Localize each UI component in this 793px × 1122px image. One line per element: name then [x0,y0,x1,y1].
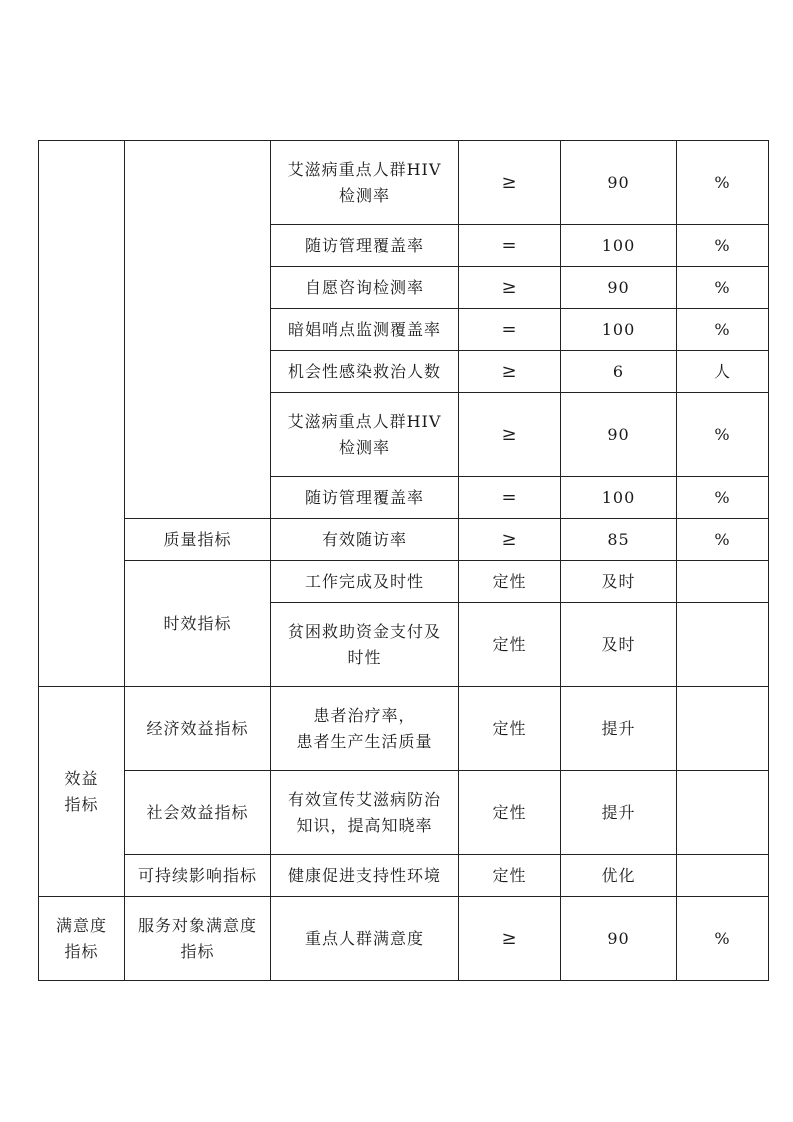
indicator-name: 艾滋病重点人群HIV 检测率 [271,393,459,477]
level2-indicator-cell: 社会效益指标 [125,771,271,855]
level1-indicator-cell: 效益 指标 [39,687,125,897]
target-value: 100 [561,225,677,267]
indicator-name: 重点人群满意度 [271,897,459,981]
operator: = [459,477,561,519]
table-row [39,561,769,603]
target-value: 及时 [561,561,677,603]
indicator-name: 有效随访率 [271,519,459,561]
operator: 定性 [459,855,561,897]
indicator-name: 机会性感染救治人数 [271,351,459,393]
unit: % [677,897,769,981]
unit: % [677,309,769,351]
target-value: 90 [561,393,677,477]
operator: = [459,309,561,351]
table-row [39,519,769,561]
operator: ≥ [459,141,561,225]
operator: 定性 [459,771,561,855]
target-value: 6 [561,351,677,393]
unit: % [677,141,769,225]
unit: % [677,267,769,309]
operator: ≥ [459,897,561,981]
operator: 定性 [459,687,561,771]
table-row [39,855,769,897]
target-value: 提升 [561,771,677,855]
indicator-name: 暗娼哨点监测覆盖率 [271,309,459,351]
table-row [39,141,769,225]
operator: = [459,225,561,267]
level2-indicator-cell: 经济效益指标 [125,687,271,771]
table-row [39,897,769,981]
target-value: 90 [561,267,677,309]
unit [677,771,769,855]
target-value: 90 [561,897,677,981]
indicator-name: 患者治疗率， 患者生产生活质量 [271,687,459,771]
operator: 定性 [459,561,561,603]
operator: ≥ [459,267,561,309]
unit: 人 [677,351,769,393]
indicator-name: 工作完成及时性 [271,561,459,603]
operator: ≥ [459,351,561,393]
level2-indicator-cell: 时效指标 [125,561,271,687]
level2-indicator-cell: 服务对象满意度 指标 [125,897,271,981]
table-row [39,771,769,855]
level2-indicator-cell: 可持续影响指标 [125,855,271,897]
indicator-name: 健康促进支持性环境 [271,855,459,897]
level1-indicator-cell [39,141,125,687]
target-value: 优化 [561,855,677,897]
operator: ≥ [459,393,561,477]
target-value: 85 [561,519,677,561]
operator: ≥ [459,519,561,561]
unit: % [677,477,769,519]
indicator-name: 贫困救助资金支付及 时性 [271,603,459,687]
indicator-name: 有效宣传艾滋病防治 知识，提高知晓率 [271,771,459,855]
indicator-name: 自愿咨询检测率 [271,267,459,309]
target-value: 100 [561,309,677,351]
unit [677,855,769,897]
target-value: 100 [561,477,677,519]
target-value: 提升 [561,687,677,771]
target-value: 及时 [561,603,677,687]
level1-indicator-cell: 满意度 指标 [39,897,125,981]
target-value: 90 [561,141,677,225]
level2-indicator-cell: 质量指标 [125,519,271,561]
unit [677,687,769,771]
unit: % [677,519,769,561]
level2-indicator-cell [125,141,271,519]
table-row [39,687,769,771]
indicator-name: 艾滋病重点人群HIV 检测率 [271,141,459,225]
indicator-name: 随访管理覆盖率 [271,225,459,267]
operator: 定性 [459,603,561,687]
unit: % [677,393,769,477]
indicator-name: 随访管理覆盖率 [271,477,459,519]
unit: % [677,225,769,267]
performance-indicator-table [38,140,769,981]
unit [677,603,769,687]
unit [677,561,769,603]
